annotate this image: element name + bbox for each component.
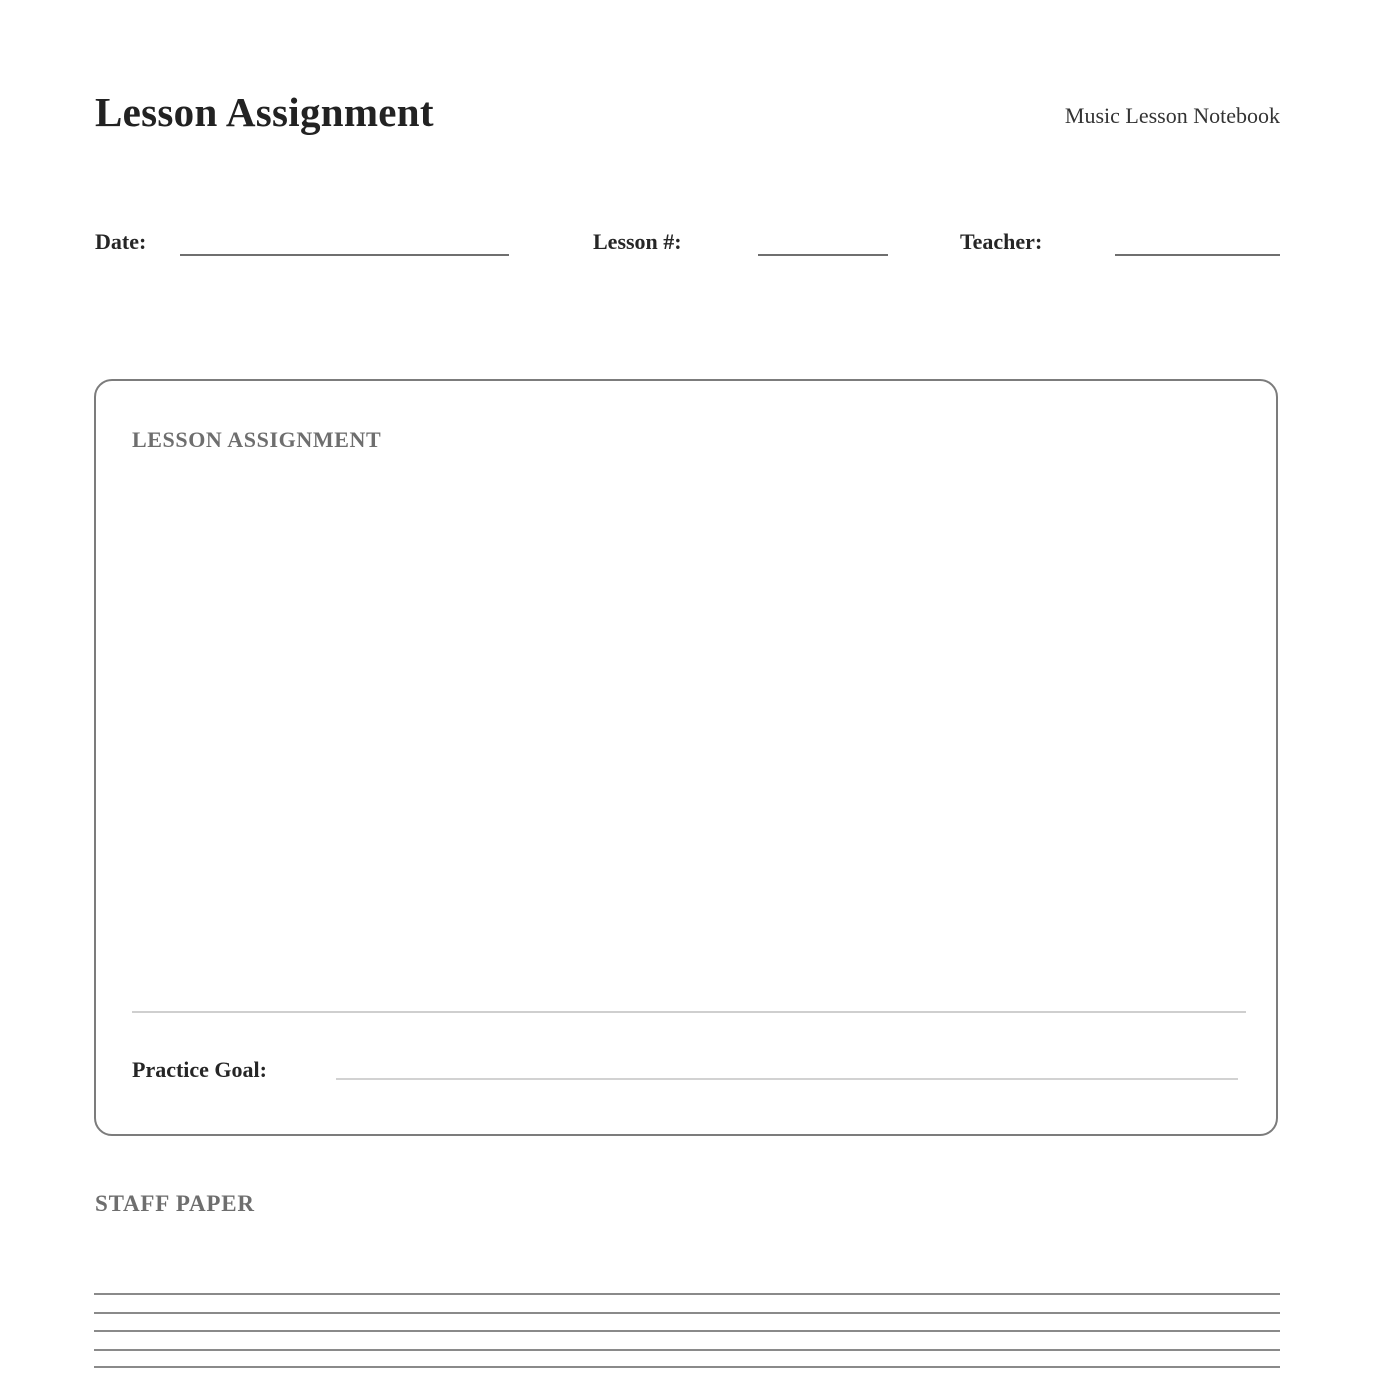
- staff-line: [94, 1293, 1280, 1295]
- staff-line: [94, 1349, 1280, 1351]
- teacher-field[interactable]: [1115, 254, 1280, 256]
- lesson-number-label: Lesson #:: [593, 229, 682, 254]
- date-field[interactable]: [180, 254, 509, 256]
- staff-line: [94, 1366, 1280, 1368]
- staff-paper-heading: STAFF PAPER: [95, 1191, 255, 1216]
- lesson-assignment-heading: LESSON ASSIGNMENT: [132, 427, 382, 452]
- page-title: Lesson Assignment: [95, 89, 434, 135]
- music-staff[interactable]: [94, 1293, 1280, 1373]
- lesson-assignment-card: [94, 379, 1278, 1136]
- card-divider: [132, 1011, 1246, 1013]
- lesson-number-field[interactable]: [758, 254, 888, 256]
- notebook-name: Music Lesson Notebook: [1064, 103, 1280, 128]
- staff-line: [94, 1330, 1280, 1332]
- teacher-label: Teacher:: [960, 229, 1043, 254]
- practice-goal-label: Practice Goal:: [132, 1057, 267, 1082]
- assignment-writing-area[interactable]: [132, 471, 1244, 1006]
- date-label: Date:: [95, 229, 147, 254]
- staff-line: [94, 1312, 1280, 1314]
- practice-goal-field[interactable]: [336, 1078, 1238, 1080]
